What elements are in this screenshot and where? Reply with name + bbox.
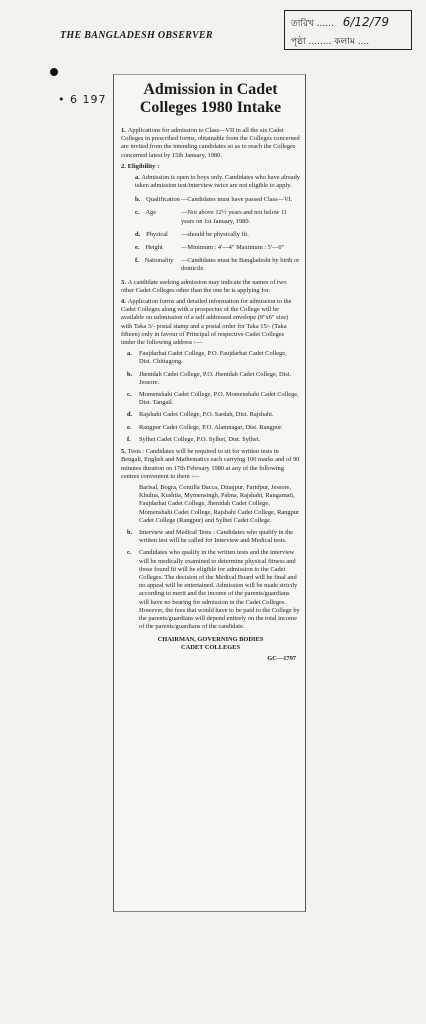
address-text: Sylhet Cadet College, P.O. Sylhet, Dist. Sylhet.	[139, 435, 261, 443]
reference-number: GC—1797	[267, 655, 296, 663]
row-value: —Not above 12½ years and not below 11 years on 1st January, 1980.	[181, 209, 288, 225]
address-item	[127, 436, 300, 444]
address-item	[127, 371, 300, 387]
signature-line-1: CHAIRMAN, GOVERNING BODIES	[157, 636, 264, 644]
address-text: Jhenidah Cadet College, P.O. Jhenidah Cadet College, Dist. Jessore.	[139, 370, 292, 386]
stamp-date-value: 6/12/79	[342, 15, 389, 29]
paragraph-5-text: Tests : Candidates will be required to sit for written tests in Bengali, English and Mathematics each carrying 100 marks and of 90 minutes duration on 17th February 1980 at any of the following centres convenient to them :—	[121, 448, 300, 480]
address-item	[127, 391, 300, 407]
address-item	[127, 350, 300, 366]
row-label: Qualification	[146, 196, 180, 204]
tests-letter: c.	[127, 549, 132, 557]
eligibility-heading: 2. Eligibility :	[121, 162, 160, 170]
paragraph-3: 3. A candidate seeking admission may indicate the names of two other Cadet Colleges other than the one he is applying for.	[121, 278, 287, 294]
eligibility-row	[135, 257, 300, 273]
signature-block	[121, 636, 300, 652]
paragraph-1: 1. Applications for admission to Class—VII in all the six Cadet Colleges in prescribed forms, obtainable from the Colleges concerned are invited from the intending candidates so as to reach the Colleges concerned latest by 15th January, 1980.	[121, 127, 300, 159]
address-item	[127, 424, 300, 432]
stamp-date-label: তারিখ	[291, 19, 314, 29]
eligibility-row	[135, 244, 300, 252]
tests-text: Interview and Medical Tests : Candidates who qualify in the written test will be called for Interview and Medical tests.	[139, 528, 294, 545]
address-text: Momenshahi Cadet College, P.O. Momenshahi Cadet College, Dist. Tangail.	[139, 391, 299, 407]
signature-line-2: CADET COLLEGES	[180, 644, 240, 652]
row-value: —should be physically fit.	[181, 230, 249, 238]
ink-dot	[50, 68, 58, 76]
headline-line-1: Admission in Cadet	[143, 81, 278, 98]
row-letter: c.	[135, 209, 140, 217]
stamp-date-row: তারিখ ...... 6/12/79	[291, 15, 389, 29]
address-text: Faujdarhat Cadet College, P.O. Faujdarhat Cadet College, Dist. Chittagong.	[139, 350, 287, 366]
eligibility-row	[135, 209, 300, 225]
address-item	[127, 411, 300, 419]
newspaper-masthead: THE BANGLADESH OBSERVER	[60, 30, 213, 41]
address-letter: d.	[127, 411, 133, 419]
address-letter: c.	[127, 391, 132, 399]
paragraph-5: 5. Tests : Candidates will be required to sit for written tests in Bengali, English and Mathematics each carrying 100 marks and of 90 minutes duration on 17th February 1980 at any of the following centres convenient to them :—	[121, 448, 300, 480]
tests-item	[127, 549, 300, 631]
eligibility-a-text: Admission is open to boys only. Candidates who have already taken admission test/interview twice are not eligible to apply.	[135, 173, 301, 190]
address-text: Rajshahi Cadet College, P.O. Sardah, Dist. Rajshahi.	[139, 411, 274, 419]
paragraph-3-text: A candidate seeking admission may indicate the names of two other Cadet Colleges other than the one he is applying for.	[121, 278, 287, 294]
stamp-column-label: কলাম	[334, 37, 355, 47]
stamp-page-row: পৃষ্ঠা ........ কলাম ....	[291, 37, 370, 47]
row-value: —Candidates must be Bangladeshi by birth or domicile.	[181, 257, 300, 273]
eligibility-row	[135, 196, 300, 204]
address-letter: b.	[127, 370, 133, 378]
address-text: Rangpur Cadet College, P.O. Alamnagar, Dist. Rangpur.	[139, 423, 283, 431]
archive-stamp	[284, 10, 412, 50]
tests-item	[127, 529, 300, 545]
address-letter: e.	[127, 423, 132, 431]
address-letter: f.	[127, 435, 131, 443]
side-date: • 6 197	[58, 93, 107, 106]
eligibility-a: a. Admission is open to boys only. Candidates who have already taken admission test/interview twice are not eligible to apply.	[135, 173, 301, 190]
row-value: —Minimum : 4'—4" Maximum : 5'—0"	[181, 244, 285, 252]
tests-letter: b.	[127, 528, 133, 536]
row-label: Height	[145, 244, 163, 252]
tests-text: Candidates who qualify in the written tests and the interview will be medically examined to determine physical fitness and those found fit will be eligible for admission to the Cadet Colleges. The decision of the Medical Board will be final and no appeal will be entertained. Admission will be made strictly according to merit and the income of the parents/guardians will have no bearing for admission in the Cadet Colleges. However, the fees that would have to be paid to the College by the parents/guardians will depend entirely on the total income of the parents/guardians of the candidate.	[139, 549, 300, 631]
test-centres: Barisal, Bogra, Comilla Dacca, Dinajpur, Faridpur, Jessore, Khulna, Kushtia, Mymensingh, Pabna, Rajshahi, Rangamati, Faujdarhat Cadet College, Jhenidah Cadet College, Momenshahi Cadet College, Rajshahi Cadet College, Rangpur Cadet College (Rangpur) and Sylhet Cadet College.	[139, 483, 300, 524]
address-letter: a.	[127, 350, 132, 358]
row-letter: d.	[135, 230, 141, 238]
row-value: —Candidates must have passed Class—VI.	[181, 196, 293, 204]
headline	[121, 81, 300, 117]
row-letter: f.	[135, 257, 139, 265]
stamp-page-label: পৃষ্ঠা	[291, 37, 306, 47]
row-letter: e.	[135, 244, 140, 252]
row-label: Nationality	[144, 257, 174, 265]
eligibility-row	[135, 231, 300, 239]
paragraph-1-text: Applications for admission to Class—VII in all the six Cadet Colleges in prescribed forms, obtainable from the Colleges concerned are invited from the intending candidates so as to reach the Colleges concerned latest by 15th January, 1980.	[121, 127, 300, 159]
paragraph-4-text: Application forms and detailed information for admission to the Cadet Colleges along with a prospectus of the College will be available on submission of a self addressed envelope (9"x6" size) with Taka 3/- postal stamp and a postal order for Taka 15/- (Taka fifteen) only in favour of Principal of respective Cadet Colleges under the following address :—	[121, 298, 292, 347]
paragraph-4: 4. Application forms and detailed information for admission to the Cadet Colleges along with a prospectus of the College will be available on submission of a self addressed envelope (9"x6" size) with Taka 3/- postal stamp and a postal order for Taka 15/- (Taka fifteen) only in favour of Principal of respective Cadet Colleges under the following address :—	[121, 298, 292, 347]
headline-line-2: Colleges 1980 Intake	[139, 99, 282, 116]
row-label: Physical	[146, 230, 168, 238]
news-clipping	[113, 74, 306, 912]
row-label: Age	[145, 209, 157, 217]
row-letter: b.	[135, 196, 141, 204]
